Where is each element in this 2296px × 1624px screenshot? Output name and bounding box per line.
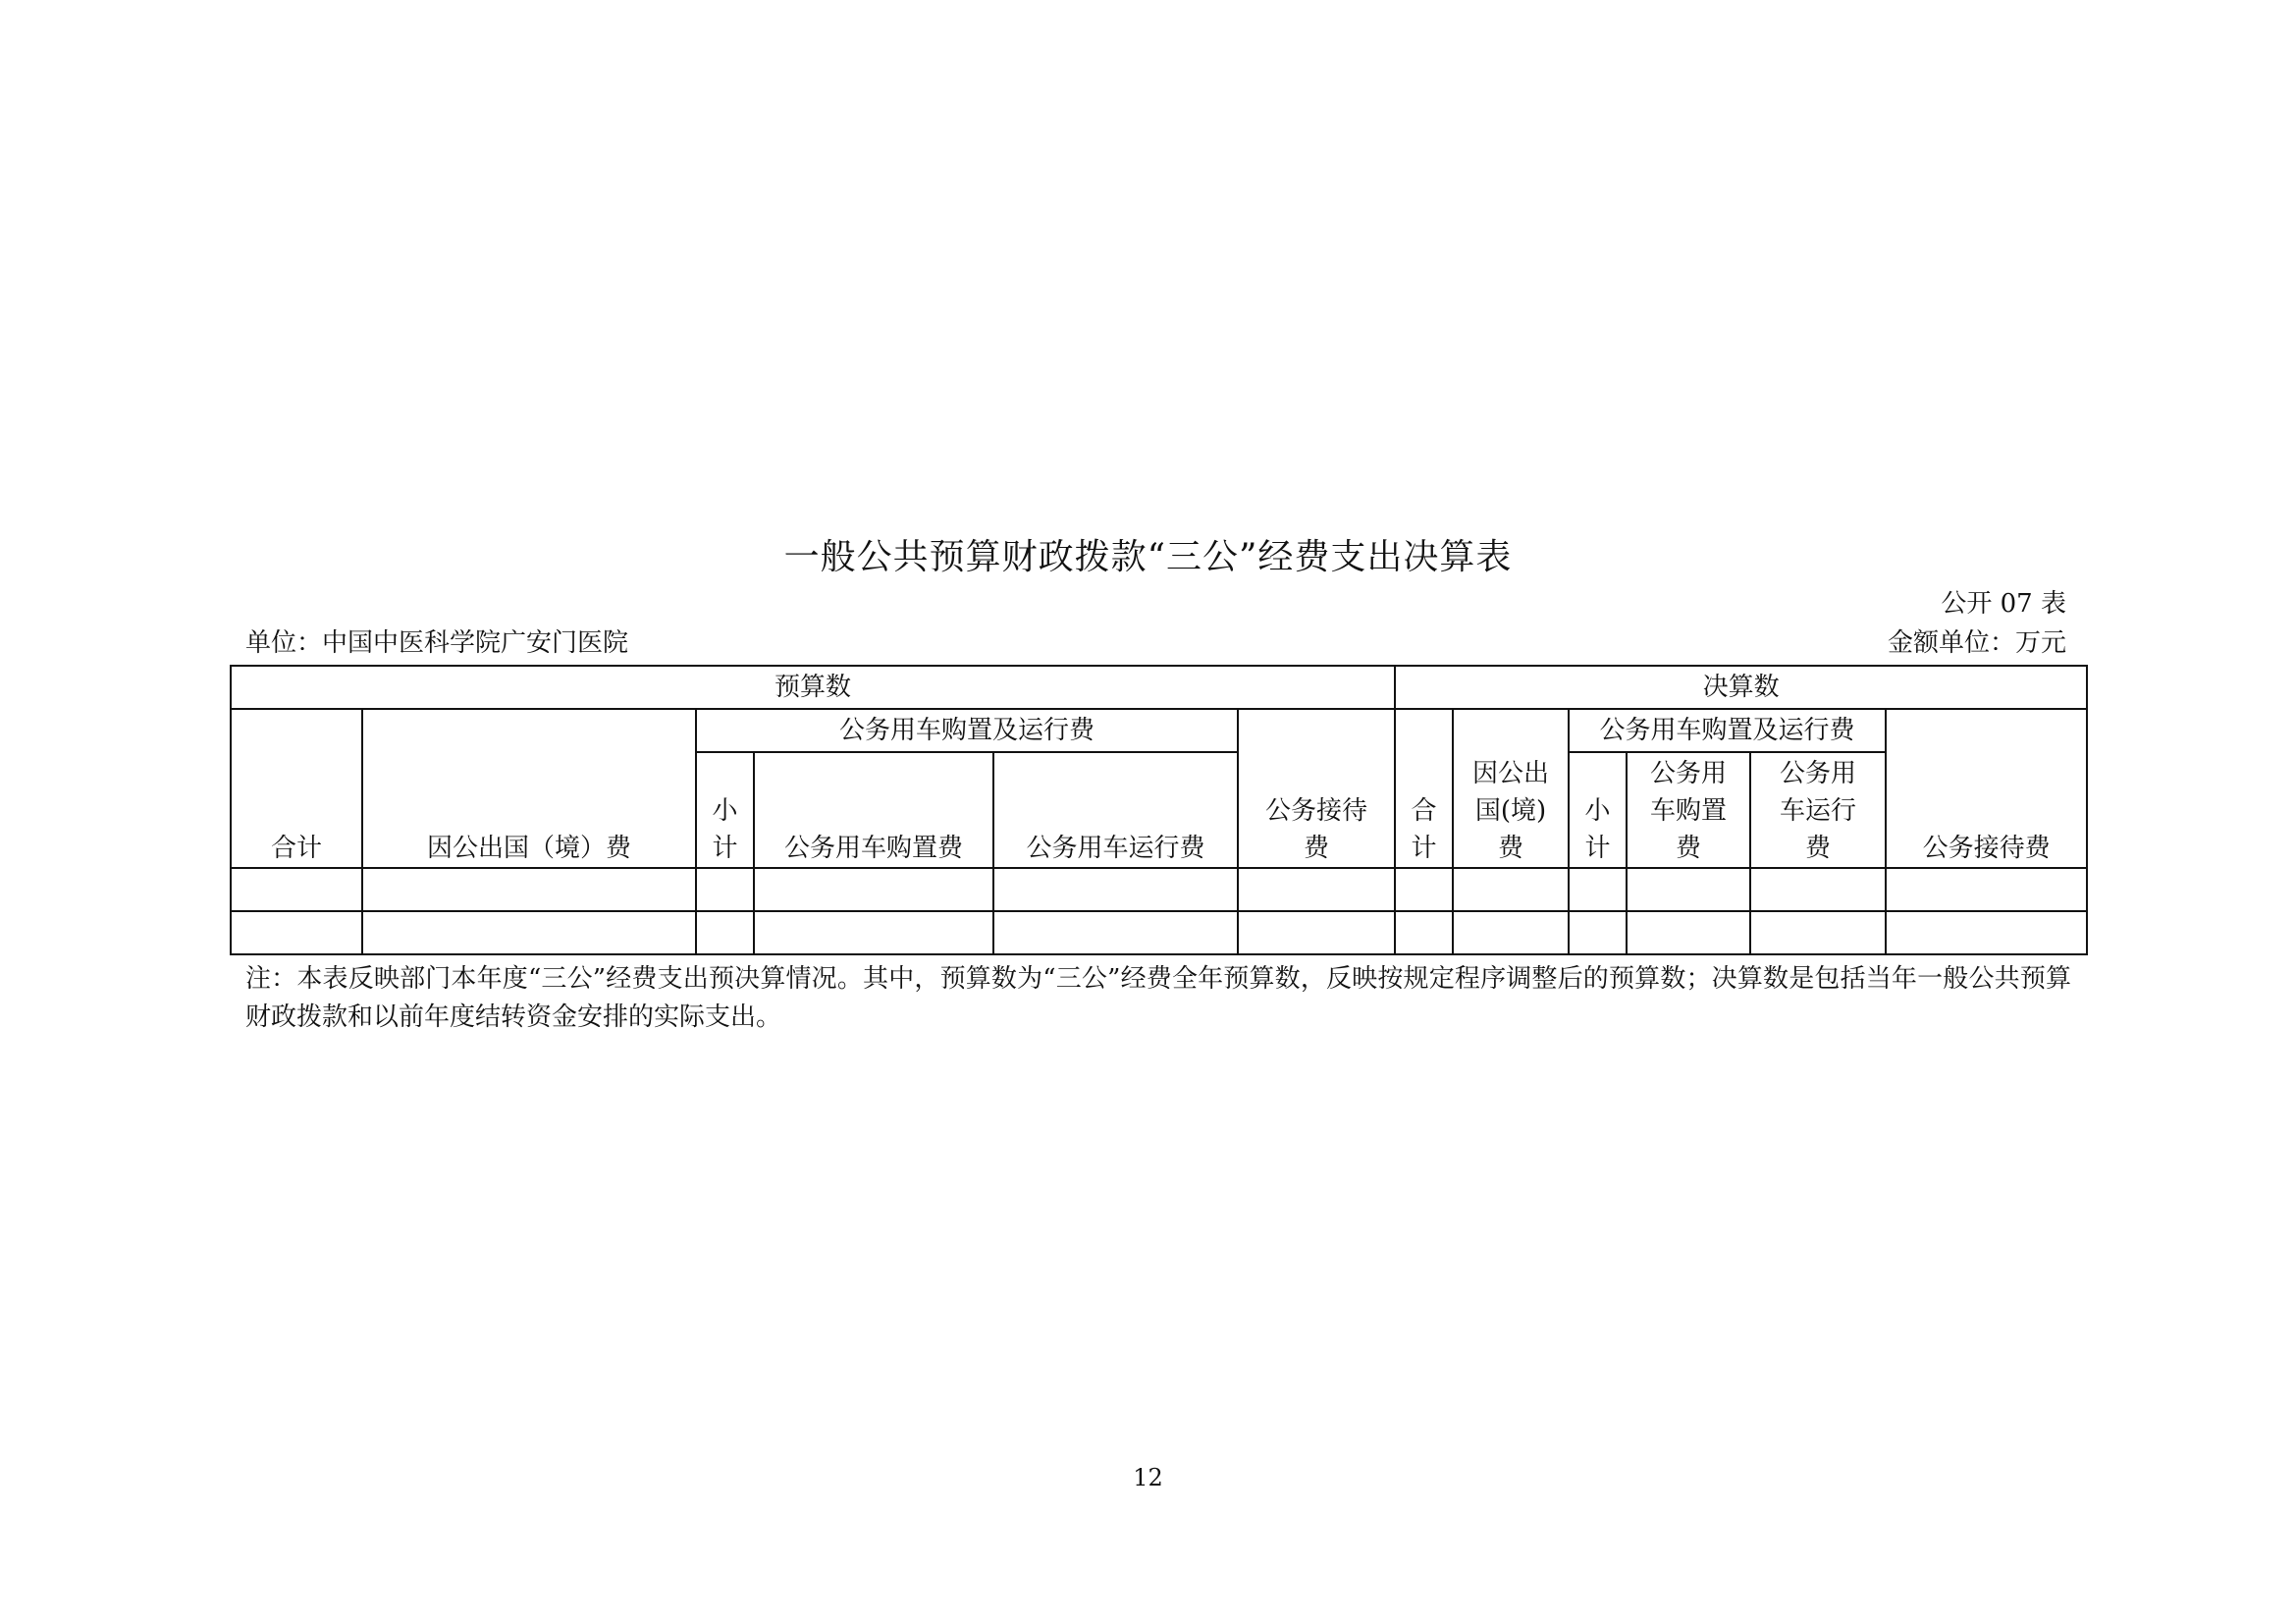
budget-vehicle-purchase-header: 公务用车购置费 — [754, 752, 993, 868]
form-number: 公开 07 表 — [1941, 589, 2066, 619]
final-total-header: 合 计 — [1395, 709, 1453, 868]
final-vehicle-operation-header: 公务用 车运行 费 — [1750, 752, 1886, 868]
table-cell — [1886, 911, 2087, 954]
table-cell — [1627, 911, 1750, 954]
table-cell — [231, 911, 362, 954]
budget-vehicle-operation-header: 公务用车运行费 — [993, 752, 1238, 868]
table-cell — [1453, 868, 1569, 911]
page-number: 12 — [1133, 1464, 1163, 1491]
table-row — [231, 911, 2087, 954]
budget-header: 预算数 — [231, 666, 1395, 709]
reporting-unit: 单位：中国中医科学院广安门医院 — [245, 628, 629, 658]
table-cell — [1750, 911, 1886, 954]
table-note: 注：本表反映部门本年度“三公”经费支出预决算情况。其中，预算数为“三公”经费全年预算数，反映按规定程序调整后的预算数；决算数是包括当年一般公共预算财政拨款和以前年度结转资金安排的实际支出。 — [245, 964, 2071, 1032]
table-cell — [754, 868, 993, 911]
final-reception-header: 公务接待费 — [1886, 709, 2087, 868]
table-cell — [1750, 868, 1886, 911]
table-cell — [993, 868, 1238, 911]
table-cell — [1627, 868, 1750, 911]
table-cell — [1886, 868, 2087, 911]
table-cell — [362, 868, 696, 911]
final-header: 决算数 — [1395, 666, 2087, 709]
table-cell — [362, 911, 696, 954]
table-cell — [1569, 868, 1627, 911]
final-vehicle-purchase-header: 公务用 车购置 费 — [1627, 752, 1750, 868]
budget-reception-header: 公务接待 费 — [1238, 709, 1395, 868]
table-row — [231, 868, 2087, 911]
header-row-2 — [231, 709, 2087, 752]
table-cell — [993, 911, 1238, 954]
final-vehicle-group-header: 公务用车购置及运行费 — [1569, 709, 1886, 752]
table-cell — [1453, 911, 1569, 954]
document-title: 一般公共预算财政拨款“三公”经费支出决算表 — [783, 537, 1513, 577]
final-vehicle-subtotal-header: 小 计 — [1569, 752, 1627, 868]
expense-table — [230, 665, 2088, 955]
table-cell — [696, 911, 754, 954]
header-row-1 — [231, 666, 2087, 709]
table-cell — [1238, 911, 1395, 954]
table-cell — [1395, 868, 1453, 911]
final-abroad-header: 因公出 国(境) 费 — [1453, 709, 1569, 868]
budget-abroad-header: 因公出国（境）费 — [362, 709, 696, 868]
table-cell — [754, 911, 993, 954]
budget-total-header: 合计 — [231, 709, 362, 868]
table-cell — [1238, 868, 1395, 911]
table-cell — [1569, 911, 1627, 954]
table-cell — [696, 868, 754, 911]
table-cell — [1395, 911, 1453, 954]
table-cell — [231, 868, 362, 911]
budget-vehicle-group-header: 公务用车购置及运行费 — [696, 709, 1238, 752]
amount-unit: 金额单位：万元 — [1887, 628, 2066, 658]
budget-vehicle-subtotal-header: 小 计 — [696, 752, 754, 868]
